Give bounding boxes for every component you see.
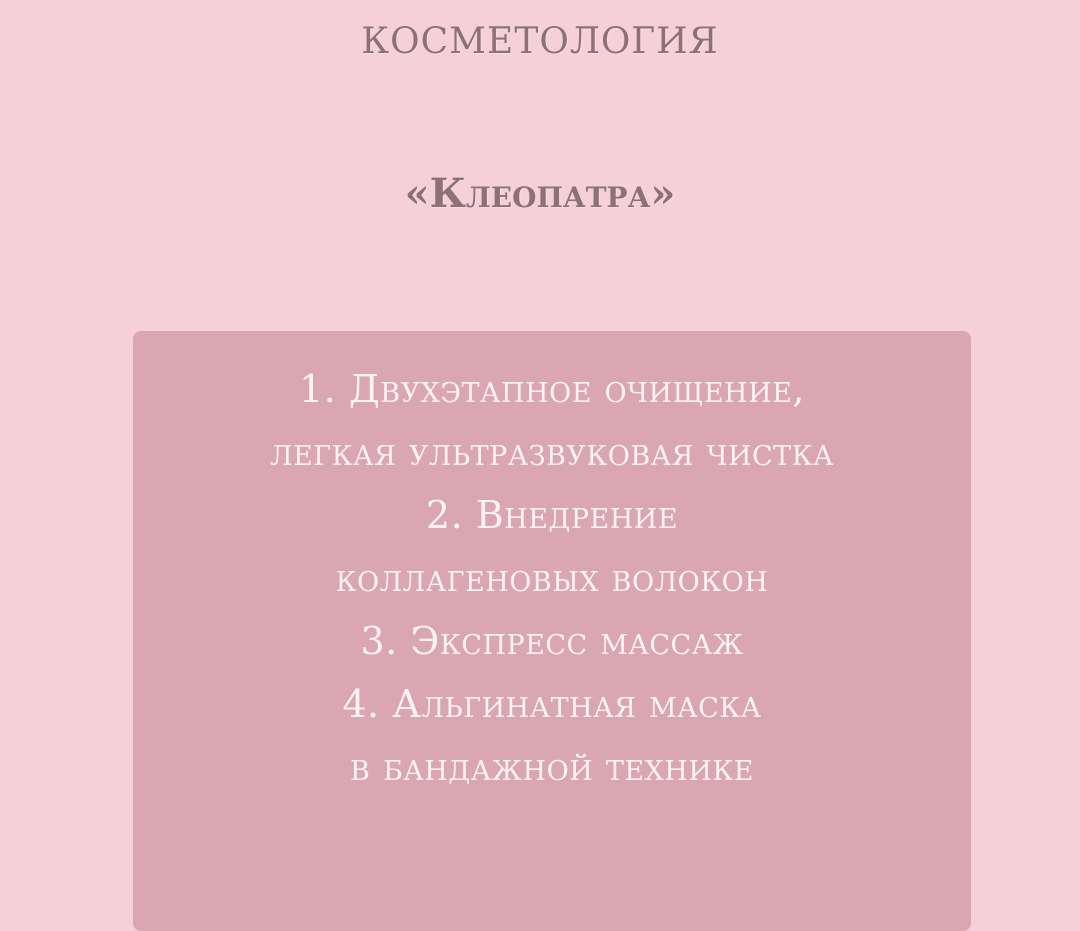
procedure-steps-list bbox=[133, 358, 971, 799]
page-title: косметология bbox=[361, 6, 719, 66]
step-2-line-1: 2. Внедрение bbox=[425, 493, 679, 537]
procedure-card bbox=[133, 331, 971, 931]
salon-name: «Клеопатра» bbox=[404, 170, 676, 217]
step-1-line-2: легкая ультразвуковая чистка bbox=[269, 430, 834, 474]
step-4-line-1: 4. Альгинатная маска bbox=[342, 682, 762, 726]
step-4-line-2: в бандажной технике bbox=[350, 745, 754, 789]
step-1-line-1: 1. Двухэтапное очищение, bbox=[299, 367, 805, 411]
step-2-line-2: коллагеновых волокон bbox=[335, 556, 769, 600]
step-3-line-1: 3. Экспресс массаж bbox=[360, 619, 744, 663]
